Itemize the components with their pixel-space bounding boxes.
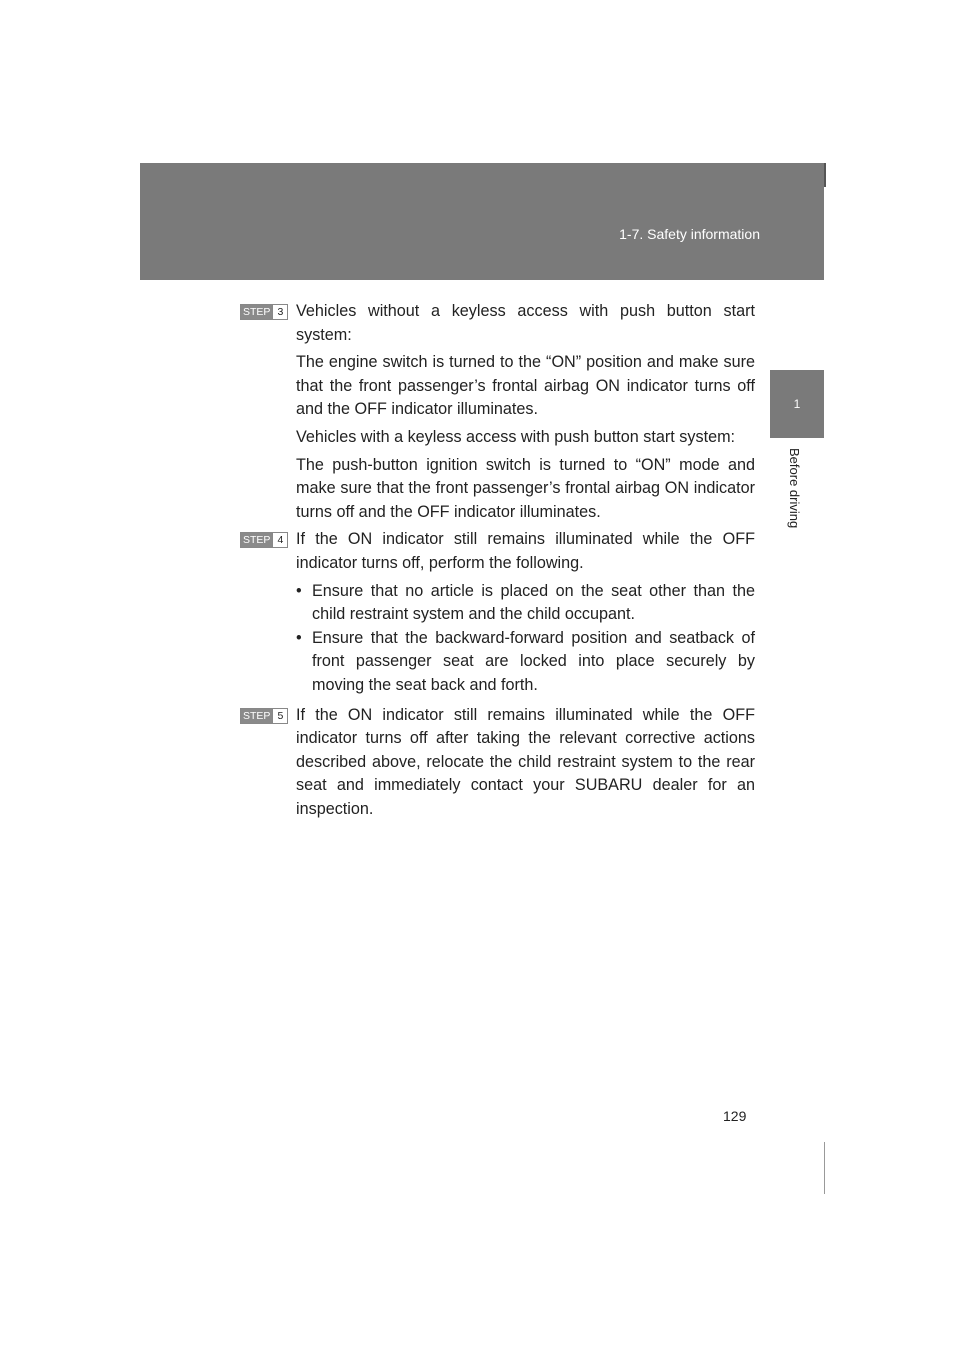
step-badge-number: 4: [272, 533, 287, 547]
section-title: 1-7. Safety information: [619, 226, 760, 242]
step-paragraph: Vehicles without a keyless access with push button start system:: [296, 302, 755, 344]
step-badge: [240, 304, 288, 320]
header-band: [140, 163, 824, 280]
chapter-tab: 1: [770, 370, 824, 438]
step-badge: [240, 532, 288, 548]
step-badge-label: STEP: [243, 306, 271, 318]
step-badge: [240, 708, 288, 724]
step-badge-number: 3: [272, 305, 287, 319]
bullet-item: • Ensure that no article is placed on the seat other than the child restraint system and the child occupant.: [296, 580, 755, 627]
step-badge-label: STEP: [243, 709, 271, 722]
step-badge-number: 5: [272, 709, 287, 723]
step-paragraph: The push-button ignition switch is turned to “ON” mode and make sure that the front passenger’s frontal airbag ON indicator turns off and the OFF indicator illuminates.: [296, 455, 755, 521]
bullet-item: • Ensure that the backward-forward position and seatback of front passenger seat are locked into place securely by moving the seat back and forth.: [296, 627, 755, 698]
step-5: [240, 704, 755, 822]
chapter-label: Before driving: [787, 448, 802, 529]
step-paragraph: The engine switch is turned to the “ON” position and make sure that the front passenger’s frontal airbag ON indicator turns off and the OFF indicator illuminates.: [296, 353, 755, 419]
step-paragraph: If the ON indicator still remains illuminated while the OFF indicator turns off, perform the following.: [296, 530, 755, 572]
step-paragraph: Vehicles with a keyless access with push button start system:: [296, 427, 736, 446]
step-3: [240, 300, 755, 524]
step-paragraph: If the ON indicator still remains illuminated while the OFF indicator turns off after taking the relevant corrective actions described above, relocate the child restraint system to the rear seat and immediately contact your SUBARU dealer for an inspection.: [296, 705, 755, 818]
step-4: [240, 528, 755, 697]
crop-mark: [824, 163, 826, 187]
step-badge-label: STEP: [243, 534, 271, 547]
crop-mark: [824, 1142, 825, 1194]
main-content: [240, 300, 755, 825]
page-number: 129: [723, 1108, 747, 1124]
bullet-list: [296, 580, 755, 698]
